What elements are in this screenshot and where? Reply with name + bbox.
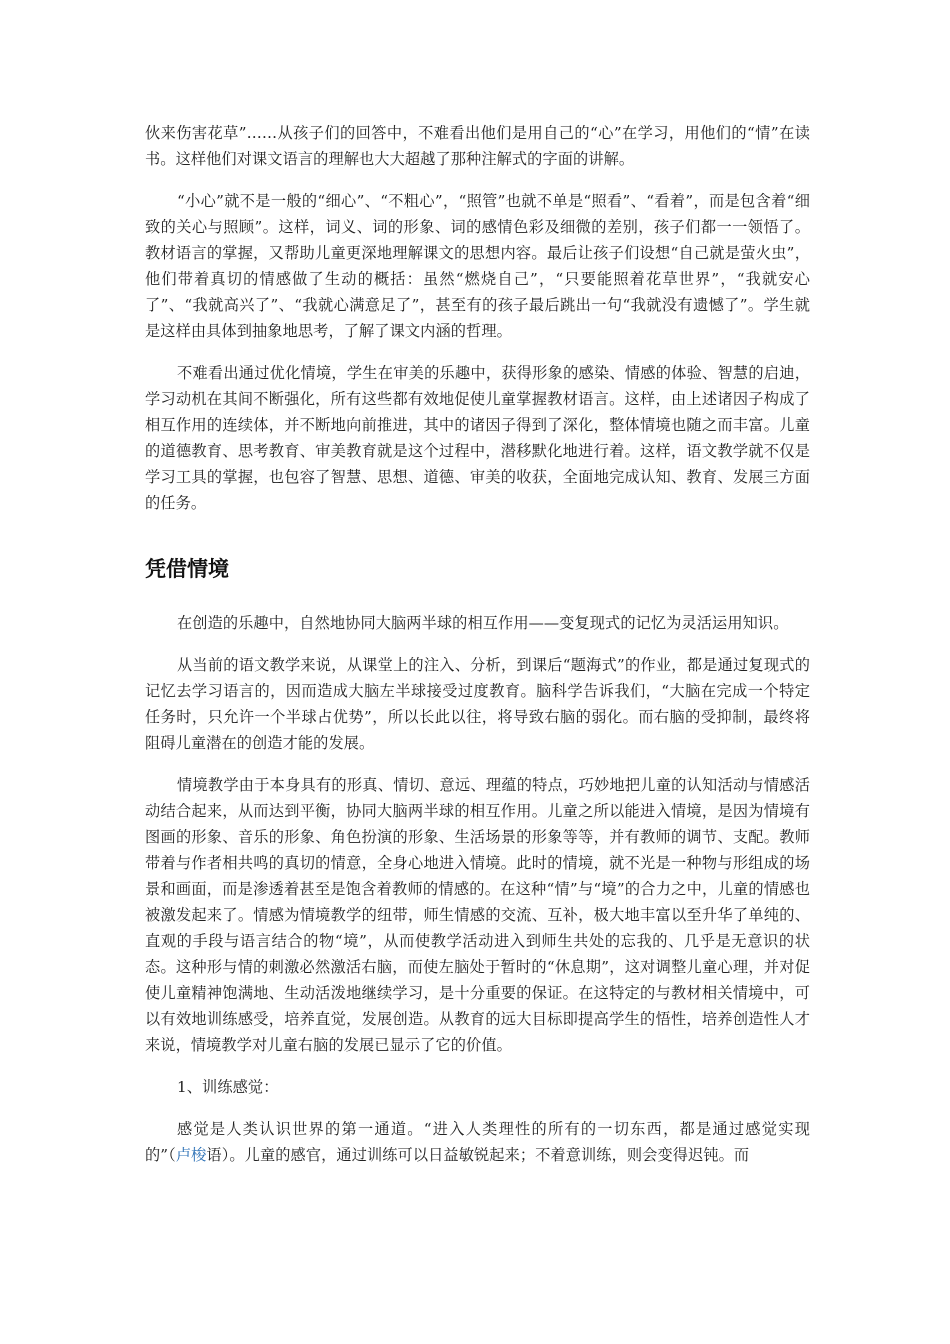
- paragraph-senses-text-2: 语）。儿童的感官，通过训练可以日益敏锐起来；不着意训练，则会变得迟钝。而: [206, 1146, 750, 1164]
- paragraph-section-intro: 在创造的乐趣中，自然地协同大脑两半球的相互作用——变复现式的记忆为灵活运用知识。: [177, 614, 789, 632]
- section-heading: 凭借情境: [145, 557, 229, 581]
- paragraph-context-teaching: 情境教学由于本身具有的形真、情切、意远、理蕴的特点，巧妙地把儿童的认知活动与情感活动结合起来，从而达到平衡，协同大脑两半球的相互作用。儿童之所以能进入情境，是因为情境有图画的形象、音乐的形象、角色扮演的形象、生活场景的形象等等，并有教师的调节、支配。教师带着与作者相共鸣的真切的情意，全身心地进入情境。此时的情境，就不光是一种物与形组成的场景和画面，而是渗透着甚至是饱含着教师的情感的。在这种“情”与“境”的合力之中，儿童的情感也被激发起来了。情感为情境教学的纽带，师生情感的交流、互补，极大地丰富以至升华了单纯的、直观的手段与语言结合的物“境”，从而使教学活动进入到师生共处的忘我的、几乎是无意识的状态。这种形与情的刺激必然激活右脑，而使左脑处于暂时的“休息期”，这对调整儿童心理，并对促使儿童精神饱满地、生动活泼地继续学习，是十分重要的保证。在这特定的与教材相关情境中，可以有效地训练感受，培养直觉，发展创造。从教育的远大目标即提高学生的悟性，培养创造性人才来说，情境教学对儿童右脑的发展已显示了它的价值。: [145, 776, 810, 1054]
- list-item-train-senses: 1、训练感觉：: [177, 1078, 279, 1096]
- paragraph-senses-text-1: 感觉是人类认识世界的第一通道。“进入人类理性的所有的一切东西，都是通过感觉实现的”（: [145, 1120, 810, 1164]
- rousseau-link[interactable]: 卢梭: [175, 1146, 207, 1164]
- paragraph-optimized-context: 不难看出通过优化情境，学生在审美的乐趣中，获得形象的感染、情感的体验、智慧的启迪，学习动机在其间不断强化，所有这些都有效地促使儿童掌握教材语言。这样，由上述诸因子构成了相互作用的连续体，并不断地向前推进，其中的诸因子得到了深化，整体情境也随之而丰富。儿童的道德教育、思考教育、审美教育就是这个过程中，潜移默化地进行着。这样，语文教学就不仅是学习工具的掌握，也包容了智慧、思想、道德、审美的收获，全面地完成认知、教育、发展三方面的任务。: [145, 364, 810, 512]
- paragraph-senses: [145, 1116, 810, 1168]
- paragraph-vocabulary: “小心”就不是一般的“细心”、“不粗心”，“照管”也就不单是“照看”、“看着”，而是包含着“细致的关心与照顾”。这样，词义、词的形象、词的感情色彩及细微的差别，孩子们都一一领悟了。教材语言的掌握，又帮助儿童更深地理解课文的思想内容。最后让孩子们设想“自己就是萤火虫”，他们带着真切的情感做了生动的概括：虽然“燃烧自己”，“只要能照着花草世界”，“我就安心了”、“我就高兴了”、“我就心满意足了”，甚至有的孩子最后跳出一句“我就没有遗憾了”。学生就是这样由具体到抽象地思考，了解了课文内涵的哲理。: [145, 192, 810, 340]
- document-body: [145, 120, 810, 1168]
- paragraph-continuation: 伙来伤害花草”……从孩子们的回答中，不难看出他们是用自己的“心”在学习，用他们的“情”在读书。这样他们对课文语言的理解也大大超越了那种注解式的字面的讲解。: [145, 124, 810, 168]
- paragraph-brain-hemispheres: 从当前的语文教学来说，从课堂上的注入、分析，到课后“题海式”的作业，都是通过复现式的记忆去学习语言的，因而造成大脑左半球接受过度教育。脑科学告诉我们，“大脑在完成一个特定任务时，只允许一个半球占优势”，所以长此以往，将导致右脑的弱化。而右脑的受抑制，最终将阻碍儿童潜在的创造才能的发展。: [145, 656, 810, 752]
